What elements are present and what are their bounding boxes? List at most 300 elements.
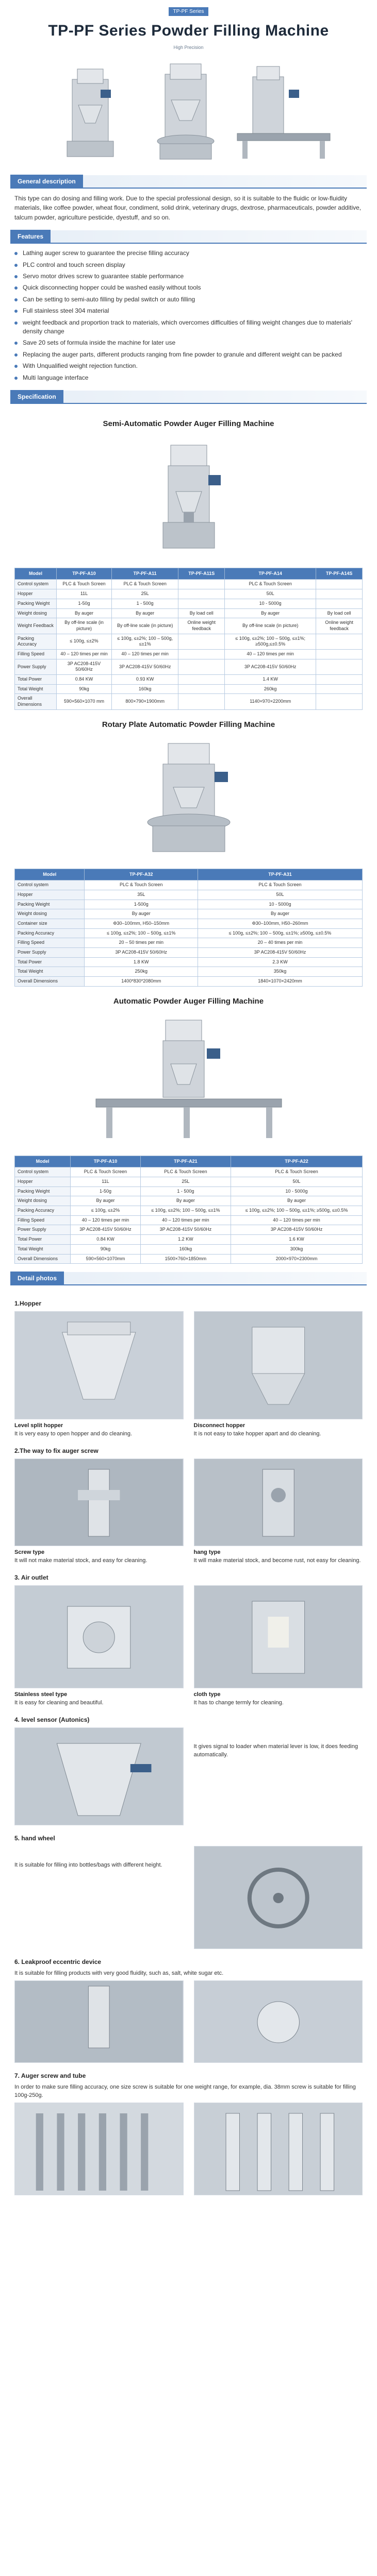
series-badge: TP-PF Series: [169, 7, 208, 16]
disconnect-hopper-photo: [194, 1311, 363, 1419]
table-row: [15, 928, 363, 938]
feature-text: Lathing auger screw to guarantee the precise filling accuracy: [23, 249, 189, 257]
level-sensor-photo: [14, 1727, 184, 1825]
detail-wheel-heading: 5. hand wheel: [14, 1834, 55, 1842]
table-cell: By load cell: [316, 608, 363, 618]
table-cell: 3P AC208-415V 50/60Hz: [85, 948, 198, 958]
feature-text: Save 20 sets of formula inside the machine for later use: [23, 339, 176, 347]
table-cell: 50L: [225, 589, 316, 599]
table-row-label: Packing Weight: [15, 900, 85, 909]
table-cell: [178, 599, 225, 608]
table-header-cell: TP-PF-A22: [231, 1156, 363, 1167]
feature-item: [14, 318, 363, 336]
table-row: [15, 977, 363, 987]
table-row: [15, 1177, 363, 1187]
table-row-label: Control system: [15, 580, 57, 589]
features-tag: Features: [10, 230, 51, 243]
table-row-label: Total Power: [15, 675, 57, 685]
table-cell: [316, 589, 363, 599]
table-row-label: Hopper: [15, 589, 57, 599]
table-cell: Φ30–100mm, H50–150mm: [85, 919, 198, 929]
table-cell: By off-line scale (in picture): [57, 618, 112, 634]
leakproof-photo-2: [194, 1980, 363, 2063]
table-cell: By auger: [57, 608, 112, 618]
table-cell: 1 - 500g: [112, 599, 178, 608]
table-cell: Φ30–100mm, H50–260mm: [198, 919, 363, 929]
table-row: [15, 890, 363, 900]
table-cell: [316, 659, 363, 674]
bullet-icon: [14, 264, 18, 267]
table-cell: 40 – 120 times per min: [112, 649, 178, 659]
table-cell: 50L: [198, 890, 363, 900]
table-cell: 1500×760×1850mm: [140, 1254, 231, 1264]
table-row: [15, 1167, 363, 1177]
table-cell: By auger: [112, 608, 178, 618]
table-cell: ≤ 100g, ≤±2%; 100 – 500g, ≤±1%: [140, 1206, 231, 1216]
feature-item: [14, 338, 363, 347]
table-cell: 3P AC208-415V 50/60Hz: [231, 1225, 363, 1235]
detail-fix-screw: [14, 1446, 363, 1565]
table-cell: 11L: [57, 589, 112, 599]
cloth-type-text: It has to change termly for cleaning.: [193, 1699, 284, 1706]
table-cell: By auger: [225, 608, 316, 618]
disconnect-hopper-title: Disconnect hopper: [193, 1422, 245, 1429]
table-cell: ≤ 100g, ≤±2%; 100 – 500g, ≤±1%; ≥500g,≤±0.5%: [225, 634, 316, 649]
table-cell: [316, 675, 363, 685]
table-cell: 1140×970×2200mm: [225, 694, 316, 709]
table-row: [15, 599, 363, 608]
stainless-steel-type-photo: [14, 1585, 184, 1688]
hero-machines-illustration: [10, 59, 367, 167]
table-cell: By auger: [198, 909, 363, 919]
table-row: [15, 1187, 363, 1196]
hero-products: [10, 59, 367, 167]
table-cell: 50L: [231, 1177, 363, 1187]
table-row-label: Control system: [15, 880, 85, 890]
table-row: [15, 649, 363, 659]
feature-item: [14, 272, 363, 281]
feature-item: [14, 261, 363, 269]
stainless-steel-type-title: Stainless steel type: [14, 1691, 68, 1698]
table-cell: ≤ 100g, ≤±2%; 100 – 500g, ≤±1%: [85, 928, 198, 938]
table-header-cell: Model: [15, 869, 85, 880]
cloth-type-photo: [194, 1585, 363, 1688]
table-cell: 90kg: [71, 1244, 140, 1254]
table-cell: 1.4 KW: [225, 675, 316, 685]
table-row: [15, 634, 363, 649]
bullet-icon: [14, 353, 18, 357]
feature-text: Multi language interface: [23, 374, 89, 381]
automatic-machine-illustration: [80, 1012, 297, 1146]
table-cell: 1-50g: [71, 1187, 140, 1196]
table-header-cell: TP-PF-A21: [140, 1156, 231, 1167]
detail-screw-heading: 7. Auger screw and tube: [14, 2072, 86, 2080]
general-band: [10, 175, 367, 189]
table-row: [15, 948, 363, 958]
table-cell: 35L: [85, 890, 198, 900]
table-row: [15, 1254, 363, 1264]
table-cell: 350kg: [198, 967, 363, 977]
table-cell: 10 - 5000g: [231, 1187, 363, 1196]
table-row-label: Overall Dimensions: [15, 977, 85, 987]
machine-automatic-illustration: [237, 66, 330, 159]
rotary-spec-table: [14, 869, 363, 987]
bullet-icon: [14, 252, 18, 255]
detail-level-heading: 4. level sensor (Autonics): [14, 1716, 90, 1723]
table-header-cell: TP-PF-A10: [57, 568, 112, 580]
hand-wheel-photo: [194, 1846, 363, 1949]
screw-type-text: It will not make material stock, and easy for cleaning.: [14, 1557, 147, 1564]
table-cell: 3P AC208-415V 50/60Hz: [71, 1225, 140, 1235]
table-row-label: Total Power: [15, 957, 85, 967]
table-header-cell: Model: [15, 568, 57, 580]
table-cell: 1-50g: [57, 599, 112, 608]
feature-item: [14, 307, 363, 315]
feature-item: [14, 350, 363, 359]
table-header-cell: TP-PF-A31: [198, 869, 363, 880]
table-cell: Online weight feedback: [316, 618, 363, 634]
table-row-label: Control system: [15, 1167, 71, 1177]
table-cell: 260kg: [225, 684, 316, 694]
table-cell: PLC & Touch Screen: [57, 580, 112, 589]
table-cell: 1 - 500g: [140, 1187, 231, 1196]
table-header-cell: TP-PF-A32: [85, 869, 198, 880]
table-row: [15, 900, 363, 909]
feature-text: With Unqualified weight rejection function.: [23, 362, 138, 370]
table-row: [15, 608, 363, 618]
features-band: [10, 230, 367, 244]
features-section: [10, 230, 367, 382]
details-band: [10, 1272, 367, 1285]
detail-hopper-heading: 1.Hopper: [14, 1300, 42, 1308]
table-cell: 3P AC208-415V 50/60Hz: [225, 659, 316, 674]
leakproof-illustration-1: [15, 1981, 183, 2063]
table-row: [15, 880, 363, 890]
table-row-label: Overall Dimensions: [15, 694, 57, 709]
table-cell: 160kg: [140, 1244, 231, 1254]
footer-spacer: [0, 2195, 377, 2211]
table-cell: [178, 589, 225, 599]
table-row: [15, 1244, 363, 1254]
feature-item: [14, 283, 363, 292]
feature-item: [14, 295, 363, 304]
detail-hopper: [14, 1299, 363, 1438]
table-cell: 1.8 KW: [85, 957, 198, 967]
table-cell: 250kg: [85, 967, 198, 977]
table-header-cell: TP-PF-A11: [112, 568, 178, 580]
table-cell: 1-500g: [85, 900, 198, 909]
feature-text: Servo motor drives screw to guarantee stable performance: [23, 273, 184, 280]
table-row-label: Packing Accuracy: [15, 1206, 71, 1216]
hang-type-photo: [194, 1459, 363, 1546]
table-cell: 3P AC208-415V 50/60Hz: [198, 948, 363, 958]
semi-auto-title: Semi-Automatic Powder Auger Filling Machine: [103, 419, 274, 428]
table-cell: Online weight feedback: [178, 618, 225, 634]
table-cell: 40 – 120 times per min: [225, 649, 316, 659]
table-cell: [178, 684, 225, 694]
feature-text: weight feedback and proportion track to materials, which overcomes difficulties of filling weight changes due to materials' density change: [23, 318, 353, 335]
feature-item: [14, 362, 363, 370]
feature-text: PLC control and touch screen display: [23, 261, 125, 268]
table-header-row: [15, 568, 363, 580]
feature-text: Replacing the auger parts, different products ranging from fine powder to granule and different weight can be packed: [23, 350, 342, 358]
table-cell: 3P AC208-415V 50/60Hz: [112, 659, 178, 674]
disconnect-hopper-text: It is not easy to take hopper apart and do cleaning.: [193, 1430, 321, 1437]
semi-auto-machine-illustration: [142, 435, 235, 558]
table-row: [15, 589, 363, 599]
table-row-label: Power Supply: [15, 948, 85, 958]
table-row-label: Packing Weight: [15, 599, 57, 608]
table-cell: [178, 634, 225, 649]
leakproof-illustration-2: [194, 1981, 363, 2063]
feature-text: Quick disconnecting hopper could be washed easily without tools: [23, 284, 201, 292]
table-row-label: Total Power: [15, 1235, 71, 1245]
table-cell: PLC & Touch Screen: [198, 880, 363, 890]
bullet-icon: [14, 342, 18, 345]
table-row-label: Packing Accuracy: [15, 634, 57, 649]
table-cell: 90kg: [57, 684, 112, 694]
general-text: This type can do dosing and filling work. Due to the special professional design, so it is suitable to the fluidic or low-fluidity materials, like coffee powder, wheat flour, condiment, solid drink, veterinary drugs, dextrose, pharmaceuticals, powder additive, talcum powder, agriculture pesticide, dyestuff, and so on.: [14, 194, 362, 221]
table-cell: By auger: [71, 1196, 140, 1206]
detail-leak-heading: 6. Leakproof eccentric device: [14, 1958, 102, 1965]
table-header-cell: TP-PF-A11S: [178, 568, 225, 580]
automatic-spec-table: [14, 1156, 363, 1264]
table-row-label: Hopper: [15, 890, 85, 900]
table-cell: By off-line scale (in picture): [112, 618, 178, 634]
auger-screw-text: In order to make sure filling accuracy, one size screw is suitable for one weight range, for example, dia. 38mm screw is suitable for filling 100g-250g.: [14, 2084, 356, 2098]
table-row: [15, 1206, 363, 1216]
table-row: [15, 909, 363, 919]
table-cell: 40 – 120 times per min: [140, 1215, 231, 1225]
level-split-hopper-text: It is very easy to open hopper and do cleaning.: [14, 1430, 133, 1437]
detail-level-sensor: [14, 1715, 363, 1825]
stainless-steel-type-text: It is easy for cleaning and beautiful.: [14, 1699, 104, 1706]
table-cell: PLC & Touch Screen: [140, 1167, 231, 1177]
table-row: [15, 694, 363, 709]
table-cell: 40 – 120 times per min: [231, 1215, 363, 1225]
screw-type-title: Screw type: [14, 1549, 45, 1556]
table-row-label: Total Weight: [15, 1244, 71, 1254]
level-split-hopper-photo: [14, 1311, 184, 1419]
hang-type-illustration: [194, 1459, 363, 1546]
table-cell: By auger: [85, 909, 198, 919]
machine-rotary-illustration: [157, 64, 214, 159]
general-tag: General description: [10, 175, 83, 188]
screw-type-illustration: [15, 1459, 183, 1546]
hopper-disconnect-illustration: [194, 1312, 363, 1419]
table-cell: 0.84 KW: [57, 675, 112, 685]
table-row-label: Container size: [15, 919, 85, 929]
automatic-title: Automatic Powder Auger Filling Machine: [113, 996, 264, 1006]
bullet-icon: [14, 286, 18, 290]
table-row-label: Filling Speed: [15, 1215, 71, 1225]
table-cell: 40 – 120 times per min: [57, 649, 112, 659]
table-cell: [316, 580, 363, 589]
table-cell: PLC & Touch Screen: [85, 880, 198, 890]
table-row: [15, 1196, 363, 1206]
detail-air-heading: 3. Air outlet: [14, 1574, 48, 1581]
cloth-type-title: cloth type: [193, 1691, 221, 1698]
table-cell: 590×560×1070mm: [71, 1254, 140, 1264]
rotary-machine-photo: [132, 736, 245, 862]
specification-section: [10, 391, 367, 1264]
table-cell: By off-line scale (in picture): [225, 618, 316, 634]
detail-air-outlet: [14, 1573, 363, 1707]
table-cell: 25L: [112, 589, 178, 599]
table-cell: [178, 659, 225, 674]
table-row-label: Total Weight: [15, 684, 57, 694]
table-row-label: Weight dosing: [15, 1196, 71, 1206]
table-row-label: Total Weight: [15, 967, 85, 977]
automatic-machine-photo: [80, 1012, 297, 1149]
table-row-label: Filling Speed: [15, 649, 57, 659]
table-row: [15, 684, 363, 694]
table-cell: 1.6 KW: [231, 1235, 363, 1245]
specification-band: [10, 391, 367, 404]
table-cell: By load cell: [178, 608, 225, 618]
detail-leakproof: [14, 1957, 363, 2063]
table-cell: By auger: [140, 1196, 231, 1206]
table-cell: [316, 634, 363, 649]
level-sensor-illustration: [15, 1728, 183, 1825]
table-cell: ≤ 100g, ≤±2%: [57, 634, 112, 649]
leakproof-photo-1: [14, 1980, 184, 2063]
table-header-cell: TP-PF-A14: [225, 568, 316, 580]
cloth-outlet-illustration: [194, 1586, 363, 1688]
page-subtitle: High Precision: [173, 45, 204, 50]
table-row-label: Filling Speed: [15, 938, 85, 948]
feature-list: [14, 249, 363, 382]
table-cell: 160kg: [112, 684, 178, 694]
table-row: [15, 1215, 363, 1225]
table-cell: 0.93 KW: [112, 675, 178, 685]
table-cell: 11L: [71, 1177, 140, 1187]
stainless-outlet-illustration: [15, 1586, 183, 1688]
table-cell: [316, 649, 363, 659]
feature-item: [14, 374, 363, 382]
table-cell: [178, 675, 225, 685]
auger-screws-illustration: [15, 2103, 183, 2195]
table-cell: 20 – 50 times per min: [85, 938, 198, 948]
table-row: [15, 675, 363, 685]
table-cell: 0.84 KW: [71, 1235, 140, 1245]
hopper-illustration: [15, 1312, 183, 1419]
hang-type-text: It will make material stock, and become rust, not easy for cleaning.: [193, 1557, 361, 1564]
detail-hand-wheel: [14, 1834, 363, 1949]
table-cell: By auger: [231, 1196, 363, 1206]
details-tag: Detail photos: [10, 1272, 64, 1285]
table-row-label: Overall Dimensions: [15, 1254, 71, 1264]
table-cell: 3P AC208-415V 50/60Hz: [57, 659, 112, 674]
top-spacer: [0, 0, 377, 6]
bullet-icon: [14, 275, 18, 278]
hang-type-title: hang type: [193, 1549, 221, 1556]
page-title: TP-PF Series Powder Filling Machine: [48, 22, 329, 39]
table-header-cell: Model: [15, 1156, 71, 1167]
table-header-row: [15, 869, 363, 880]
table-cell: 40 – 120 times per min: [71, 1215, 140, 1225]
semi-auto-machine-photo: [142, 435, 235, 562]
semi-auto-spec-table: [14, 568, 363, 710]
feature-text: Full stainless steel 304 material: [23, 307, 109, 315]
bullet-icon: [14, 321, 18, 325]
table-row: [15, 618, 363, 634]
machine-semi-auto-illustration: [67, 69, 113, 157]
table-row-label: Weight Feedback: [15, 618, 57, 634]
table-cell: 3P AC208-415V 50/60Hz: [140, 1225, 231, 1235]
table-cell: [316, 684, 363, 694]
bullet-icon: [14, 298, 18, 301]
table-cell: [316, 694, 363, 709]
specification-tag: Specification: [10, 390, 63, 403]
table-row: [15, 938, 363, 948]
table-cell: ≤ 100g, ≤±2%; 100 – 500g, ≤±1%: [112, 634, 178, 649]
leakproof-text: It is suitable for filling products with very good fluidity, such as, salt, white sugar etc.: [14, 1970, 224, 1976]
table-header-row: [15, 1156, 363, 1167]
details-section: [10, 1272, 367, 2195]
hand-wheel-text: It is suitable for filling into bottles/bags with different height.: [14, 1861, 162, 1868]
table-row: [15, 580, 363, 589]
table-row-label: Weight dosing: [15, 608, 57, 618]
table-cell: 590×560×1070 mm: [57, 694, 112, 709]
table-cell: PLC & Touch Screen: [71, 1167, 140, 1177]
table-cell: ≤ 100g, ≤±2%; 100 – 500g, ≤±1%; ≥500g, ≤±0.5%: [198, 928, 363, 938]
table-cell: 10 - 5000g: [225, 599, 316, 608]
table-cell: 10 - 5000g: [198, 900, 363, 909]
table-row: [15, 659, 363, 674]
table-row: [15, 957, 363, 967]
table-header-cell: TP-PF-A14S: [316, 568, 363, 580]
detail-auger-screw: [14, 2071, 363, 2195]
table-cell: [178, 694, 225, 709]
table-cell: [178, 649, 225, 659]
table-cell: 300kg: [231, 1244, 363, 1254]
table-row-label: Weight dosing: [15, 909, 85, 919]
detail-fix-heading: 2.The way to fix auger screw: [14, 1447, 99, 1455]
table-cell: PLC & Touch Screen: [112, 580, 178, 589]
table-cell: 25L: [140, 1177, 231, 1187]
screw-type-photo: [14, 1459, 184, 1546]
auger-screws-photo: [14, 2103, 184, 2195]
table-row-label: Power Supply: [15, 659, 57, 674]
table-cell: 1.2 KW: [140, 1235, 231, 1245]
table-row-label: Packing Weight: [15, 1187, 71, 1196]
table-row: [15, 967, 363, 977]
table-cell: 2.3 KW: [198, 957, 363, 967]
hand-wheel-illustration: [194, 1846, 363, 1949]
rotary-title: Rotary Plate Automatic Powder Filling Machine: [102, 720, 275, 729]
level-split-hopper-title: Level split hopper: [14, 1422, 63, 1429]
auger-tubes-photo: [194, 2103, 363, 2195]
bullet-icon: [14, 377, 18, 380]
badge-wrap: [0, 7, 377, 16]
table-row: [15, 919, 363, 929]
bullet-icon: [14, 310, 18, 313]
table-header-cell: TP-PF-A10: [71, 1156, 140, 1167]
table-row-label: Hopper: [15, 1177, 71, 1187]
table-row: [15, 1235, 363, 1245]
table-cell: [178, 580, 225, 589]
rotary-machine-illustration: [132, 736, 245, 859]
feature-text: Can be setting to semi-auto filling by pedal switch or auto filling: [23, 295, 195, 303]
table-cell: PLC & Touch Screen: [225, 580, 316, 589]
table-cell: 1840×1070×2420mm: [198, 977, 363, 987]
table-cell: ≤ 100g, ≤±2%: [71, 1206, 140, 1216]
level-sensor-text: It gives signal to loader when material lever is low, it does feeding automatically.: [193, 1743, 358, 1758]
table-cell: 20 – 40 times per min: [198, 938, 363, 948]
table-row-label: Packing Accuracy: [15, 928, 85, 938]
table-row: [15, 1225, 363, 1235]
